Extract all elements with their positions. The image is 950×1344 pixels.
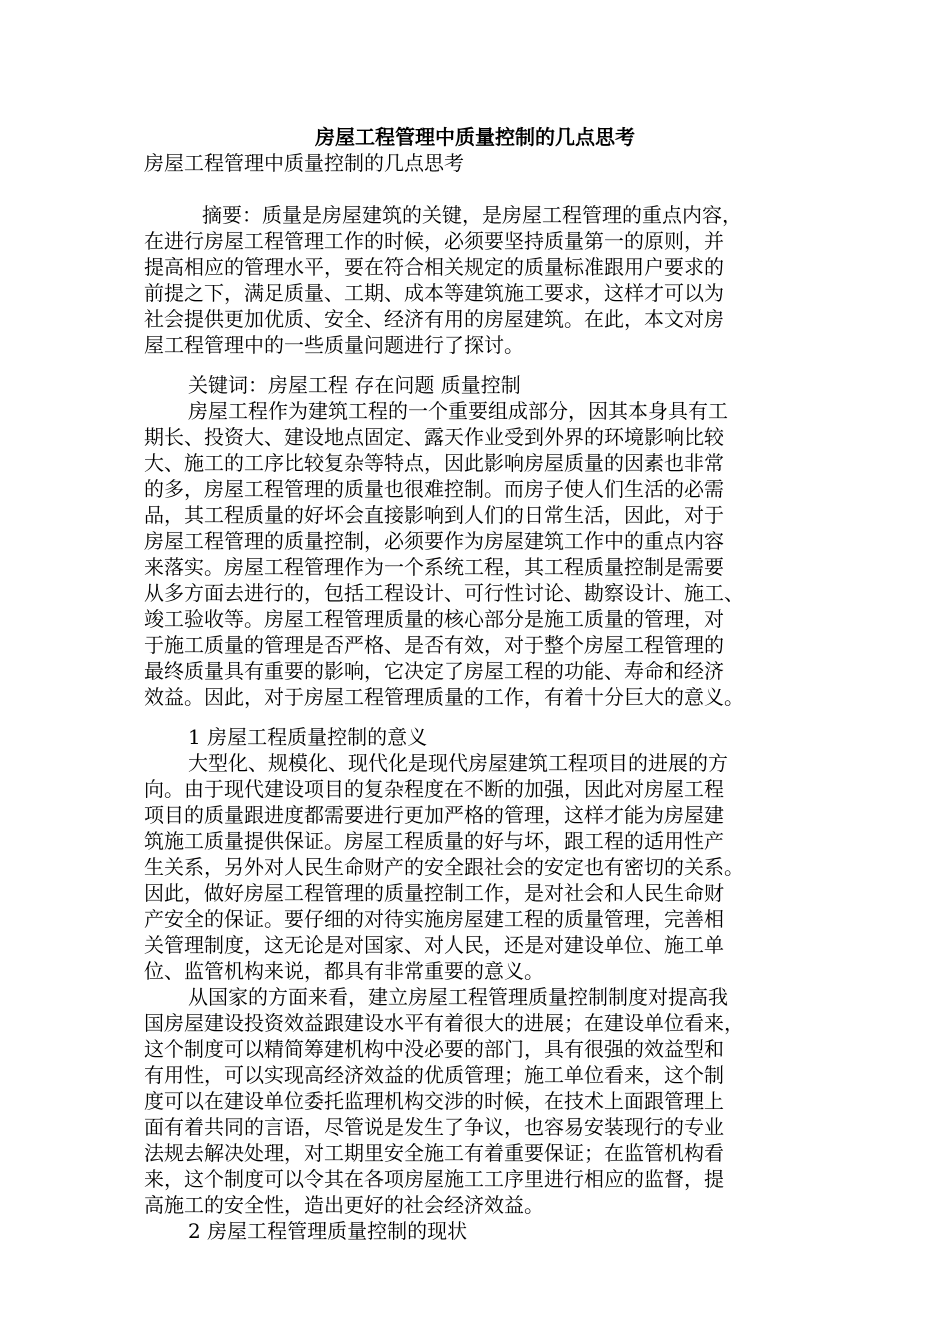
intro-line: 效益。因此，对于房屋工程管理质量的工作，有着十分巨大的意义。 xyxy=(144,685,744,709)
intro-line: 于施工质量的管理是否严格、是否有效，对于整个房屋工程管理的 xyxy=(144,633,724,657)
abstract-line: 提高相应的管理水平，要在符合相关规定的质量标准跟用户要求的 xyxy=(144,255,724,279)
body-line: 法规去解决处理，对工期里安全施工有着重要保证；在监管机构看 xyxy=(144,1141,724,1165)
body-line: 大型化、规模化、现代化是现代房屋建筑工程项目的进展的方 xyxy=(188,751,728,775)
body-line: 因此，做好房屋工程管理的质量控制工作，是对社会和人民生命财 xyxy=(144,881,724,905)
section-heading-text: 1 房屋工程质量控制的意义 xyxy=(188,725,428,749)
body-line: 这个制度可以精简筹建机构中没必要的部门，具有很强的效益型和 xyxy=(144,1037,724,1061)
keywords-line xyxy=(144,372,814,398)
body-line: 关管理制度，这无论是对国家、对人民，还是对建设单位、施工单 xyxy=(144,933,724,957)
body-line: 位、监管机构来说，都具有非常重要的意义。 xyxy=(144,959,544,983)
intro-line: 最终质量具有重要的影响，它决定了房屋工程的功能、寿命和经济 xyxy=(144,659,724,683)
body-line: 高施工的安全性，造出更好的社会经济效益。 xyxy=(144,1193,544,1217)
abstract-line: 前提之下，满足质量、工期、成本等建筑施工要求，这样才可以为 xyxy=(144,281,724,305)
intro-line: 的多，房屋工程管理的质量也很难控制。而房子使人们生活的必需 xyxy=(144,477,724,501)
intro-line: 房屋工程管理的质量控制，必须要作为房屋建筑工作中的重点内容 xyxy=(144,529,724,553)
intro-line: 房屋工程作为建筑工程的一个重要组成部分，因其本身具有工 xyxy=(188,399,728,423)
section-1-paragraph-2 xyxy=(144,984,814,1218)
body-line: 项目的质量跟进度都需要进行更加严格的管理，这样才能为房屋建 xyxy=(144,803,724,827)
body-line: 度可以在建设单位委托监理机构交涉的时候，在技术上面跟管理上 xyxy=(144,1089,724,1113)
abstract-line: 摘要：质量是房屋建筑的关键，是房屋工程管理的重点内容， xyxy=(202,203,742,227)
body-line: 筑施工质量提供保证。房屋工程质量的好与坏，跟工程的适用性产 xyxy=(144,829,724,853)
abstract-paragraph xyxy=(144,202,814,358)
document-subtitle: 房屋工程管理中质量控制的几点思考 xyxy=(144,151,464,175)
body-line: 来，这个制度可以令其在各项房屋施工工序里进行相应的监督，提 xyxy=(144,1167,724,1191)
body-line: 从国家的方面来看，建立房屋工程管理质量控制制度对提高我 xyxy=(188,985,728,1009)
body-line: 国房屋建设投资效益跟建设水平有着很大的进展；在建设单位看来， xyxy=(144,1011,744,1035)
intro-paragraph xyxy=(144,398,814,710)
intro-line: 品，其工程质量的好坏会直接影响到人们的日常生活，因此，对于 xyxy=(144,503,724,527)
body-line: 面有着共同的言语，尽管说是发生了争议，也容易安装现行的专业 xyxy=(144,1115,724,1139)
abstract-line: 屋工程管理中的一些质量问题进行了探讨。 xyxy=(144,333,524,357)
abstract-line: 社会提供更加优质、安全、经济有用的房屋建筑。在此，本文对房 xyxy=(144,307,724,331)
document-title: 房屋工程管理中质量控制的几点思考 xyxy=(315,125,635,149)
body-line: 向。由于现代建设项目的复杂程度在不断的加强，因此对房屋工程 xyxy=(144,777,724,801)
body-line: 有用性，可以实现高经济效益的优质管理；施工单位看来，这个制 xyxy=(144,1063,724,1087)
intro-line: 大、施工的工序比较复杂等特点，因此影响房屋质量的因素也非常 xyxy=(144,451,724,475)
keywords-text: 关键词：房屋工程 存在问题 质量控制 xyxy=(188,373,521,397)
section-2-heading xyxy=(144,1218,814,1244)
body-line: 生关系，另外对人民生命财产的安全跟社会的安定也有密切的关系。 xyxy=(144,855,744,879)
abstract-line: 在进行房屋工程管理工作的时候，必须要坚持质量第一的原则，并 xyxy=(144,229,724,253)
intro-line: 竣工验收等。房屋工程管理质量的核心部分是施工质量的管理，对 xyxy=(144,607,724,631)
section-1-paragraph-1 xyxy=(144,750,814,984)
intro-line: 从多方面去进行的，包括工程设计、可行性讨论、勘察设计、施工、 xyxy=(144,581,744,605)
intro-line: 期长、投资大、建设地点固定、露天作业受到外界的环境影响比较 xyxy=(144,425,724,449)
section-1-heading xyxy=(144,724,814,750)
body-line: 产安全的保证。要仔细的对待实施房屋建工程的质量管理，完善相 xyxy=(144,907,724,931)
intro-line: 来落实。房屋工程管理作为一个系统工程，其工程质量控制是需要 xyxy=(144,555,724,579)
section-heading-text: 2 房屋工程管理质量控制的现状 xyxy=(188,1219,468,1243)
